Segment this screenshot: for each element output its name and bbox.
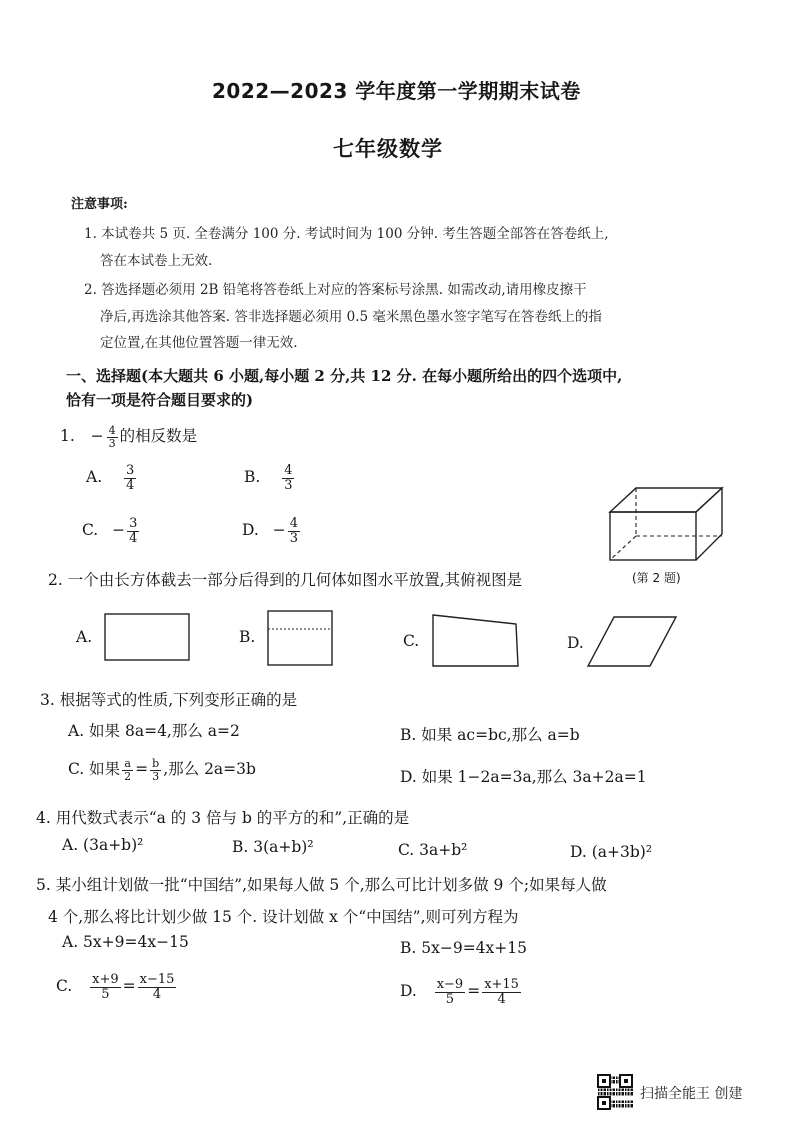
qr-code-icon bbox=[597, 1074, 633, 1110]
question-2-option-a-shape bbox=[103, 612, 193, 662]
question-2-option-c-label: C. bbox=[403, 632, 420, 650]
question-5-stem-line-2: 4 个,那么将比计划少做 15 个. 设计划做 x 个“中国结”,则可列方程为 bbox=[48, 908, 519, 926]
scanner-watermark: 扫描全能王 创建 bbox=[640, 1086, 743, 1102]
question-4-option-c: C. 3a+b² bbox=[398, 841, 468, 859]
question-2-figure-caption: (第 2 题) bbox=[632, 571, 681, 585]
fraction-denominator: 3 bbox=[284, 477, 293, 493]
question-1-fraction bbox=[107, 425, 118, 449]
question-2-stem: 2. 一个由长方体截去一部分后得到的几何体如图水平放置,其俯视图是 bbox=[48, 571, 523, 589]
option-label: D. bbox=[400, 982, 417, 1000]
equals-sign: = bbox=[122, 977, 136, 995]
question-5-option-c bbox=[56, 964, 178, 1008]
option-suffix: ,那么 2a=3b bbox=[163, 760, 256, 778]
note-2-line-1: 2. 答选择题必须用 2B 铅笔将答卷纸上对应的答案标号涂黑. 如需改动,请用橡皮擦干 bbox=[84, 282, 587, 298]
question-1-option-a bbox=[86, 464, 138, 492]
section-1-header-line-2: 恰有一项是符合题目要求的) bbox=[66, 391, 254, 409]
question-3-option-b: B. 如果 ac=bc,那么 a=b bbox=[400, 726, 580, 744]
option-fraction bbox=[127, 517, 139, 545]
fraction-denominator: 3 bbox=[152, 769, 160, 783]
question-2-option-d-label: D. bbox=[567, 634, 584, 652]
note-2-line-2: 净后,再选涂其他答案. 答非选择题必须用 0.5 毫米黑色墨水签字笔写在答卷纸上的指 bbox=[100, 309, 602, 325]
equals-sign: = bbox=[467, 982, 481, 1000]
option-label: A. bbox=[86, 468, 103, 487]
question-5-stem-line-1: 5. 某小组计划做一批“中国结”,如果每人做 5 个,那么可比计划多做 9 个;如果每人做 bbox=[36, 876, 607, 894]
notes-heading: 注意事项: bbox=[71, 197, 128, 212]
option-fraction-right bbox=[482, 978, 521, 1006]
question-2-option-d-shape bbox=[586, 614, 680, 670]
question-4-stem: 4. 用代数式表示“a 的 3 倍与 b 的平方的和”,正确的是 bbox=[36, 809, 410, 827]
fraction-denominator: 4 bbox=[497, 991, 506, 1007]
option-fraction bbox=[282, 464, 294, 492]
fraction-numerator: x−9 bbox=[436, 976, 464, 992]
section-1-header-line-1: 一、选择题(本大题共 6 小题,每小题 2 分,共 12 分. 在每小题所给出的四个选项中, bbox=[66, 367, 623, 385]
exam-subtitle: 七年级数学 bbox=[333, 137, 443, 161]
fraction-numerator: x+9 bbox=[92, 971, 119, 987]
question-5-option-d bbox=[400, 969, 523, 1013]
note-2-line-3: 定位置,在其他位置答题一律无效. bbox=[100, 335, 298, 351]
question-3-option-c bbox=[68, 752, 256, 786]
option-label: C. bbox=[56, 977, 73, 995]
option-fraction bbox=[124, 464, 136, 492]
fraction-denominator: 5 bbox=[101, 986, 110, 1002]
fraction-denominator: 5 bbox=[445, 991, 455, 1007]
fraction-denominator: 3 bbox=[289, 530, 298, 546]
question-4-option-a: A. (3a+b)² bbox=[62, 836, 144, 854]
option-fraction-left bbox=[90, 973, 121, 1001]
option-minus: − bbox=[112, 521, 126, 540]
option-label: C. bbox=[82, 521, 99, 540]
question-2-option-b-label: B. bbox=[239, 628, 256, 646]
fraction-numerator: x+15 bbox=[484, 976, 519, 992]
option-fraction-left bbox=[122, 758, 133, 782]
fraction-denominator: 4 bbox=[152, 986, 162, 1002]
option-label: B. bbox=[244, 468, 261, 487]
question-5-option-a: A. 5x+9=4x−15 bbox=[62, 933, 189, 951]
question-1-option-b bbox=[244, 464, 296, 492]
option-fraction bbox=[288, 517, 300, 545]
option-fraction-right bbox=[150, 758, 161, 782]
question-1-minus: − bbox=[90, 427, 104, 445]
question-1-option-d bbox=[242, 517, 302, 545]
fraction-numerator: 4 bbox=[108, 423, 116, 437]
question-1-option-c bbox=[82, 517, 141, 545]
fraction-numerator: a bbox=[124, 756, 131, 770]
fraction-denominator: 4 bbox=[126, 477, 135, 493]
question-1-stem bbox=[60, 421, 197, 451]
fraction-denominator: 4 bbox=[129, 530, 138, 546]
question-3-stem: 3. 根据等式的性质,下列变形正确的是 bbox=[40, 691, 298, 709]
fraction-denominator: 2 bbox=[124, 769, 132, 783]
question-1-number: 1. bbox=[60, 427, 75, 445]
fraction-numerator: 3 bbox=[126, 463, 135, 478]
equals-sign: = bbox=[135, 760, 149, 778]
note-1-line-1: 1. 本试卷共 5 页. 全卷满分 100 分. 考试时间为 100 分钟. 考生答题全部答在答卷纸上, bbox=[84, 226, 609, 242]
question-2-option-a-label: A. bbox=[76, 628, 93, 646]
question-5-option-b: B. 5x−9=4x+15 bbox=[400, 939, 527, 957]
question-3-option-d: D. 如果 1−2a=3a,那么 3a+2a=1 bbox=[400, 768, 647, 786]
option-label: D. bbox=[242, 521, 259, 540]
option-prefix: C. 如果 bbox=[68, 760, 121, 778]
fraction-numerator: 4 bbox=[289, 516, 298, 531]
question-4-option-d: D. (a+3b)² bbox=[570, 843, 653, 861]
note-1-line-2: 答在本试卷上无效. bbox=[100, 253, 213, 269]
question-2-solid-figure bbox=[600, 480, 730, 575]
option-minus: − bbox=[272, 521, 286, 540]
option-fraction-left bbox=[435, 978, 466, 1006]
question-4-option-b: B. 3(a+b)² bbox=[232, 838, 314, 856]
fraction-denominator: 3 bbox=[108, 436, 116, 450]
question-1-text: 的相反数是 bbox=[119, 427, 198, 445]
fraction-numerator: 4 bbox=[284, 463, 293, 478]
question-3-option-a: A. 如果 8a=4,那么 a=2 bbox=[68, 722, 240, 740]
fraction-numerator: x−15 bbox=[139, 971, 175, 987]
fraction-numerator: b bbox=[152, 756, 160, 770]
question-2-option-c-shape bbox=[430, 612, 522, 670]
question-2-option-b-shape bbox=[266, 609, 336, 667]
option-fraction-right bbox=[138, 973, 177, 1001]
exam-title: 2022—2023 学年度第一学期期末试卷 bbox=[212, 79, 581, 103]
fraction-numerator: 3 bbox=[129, 516, 138, 531]
